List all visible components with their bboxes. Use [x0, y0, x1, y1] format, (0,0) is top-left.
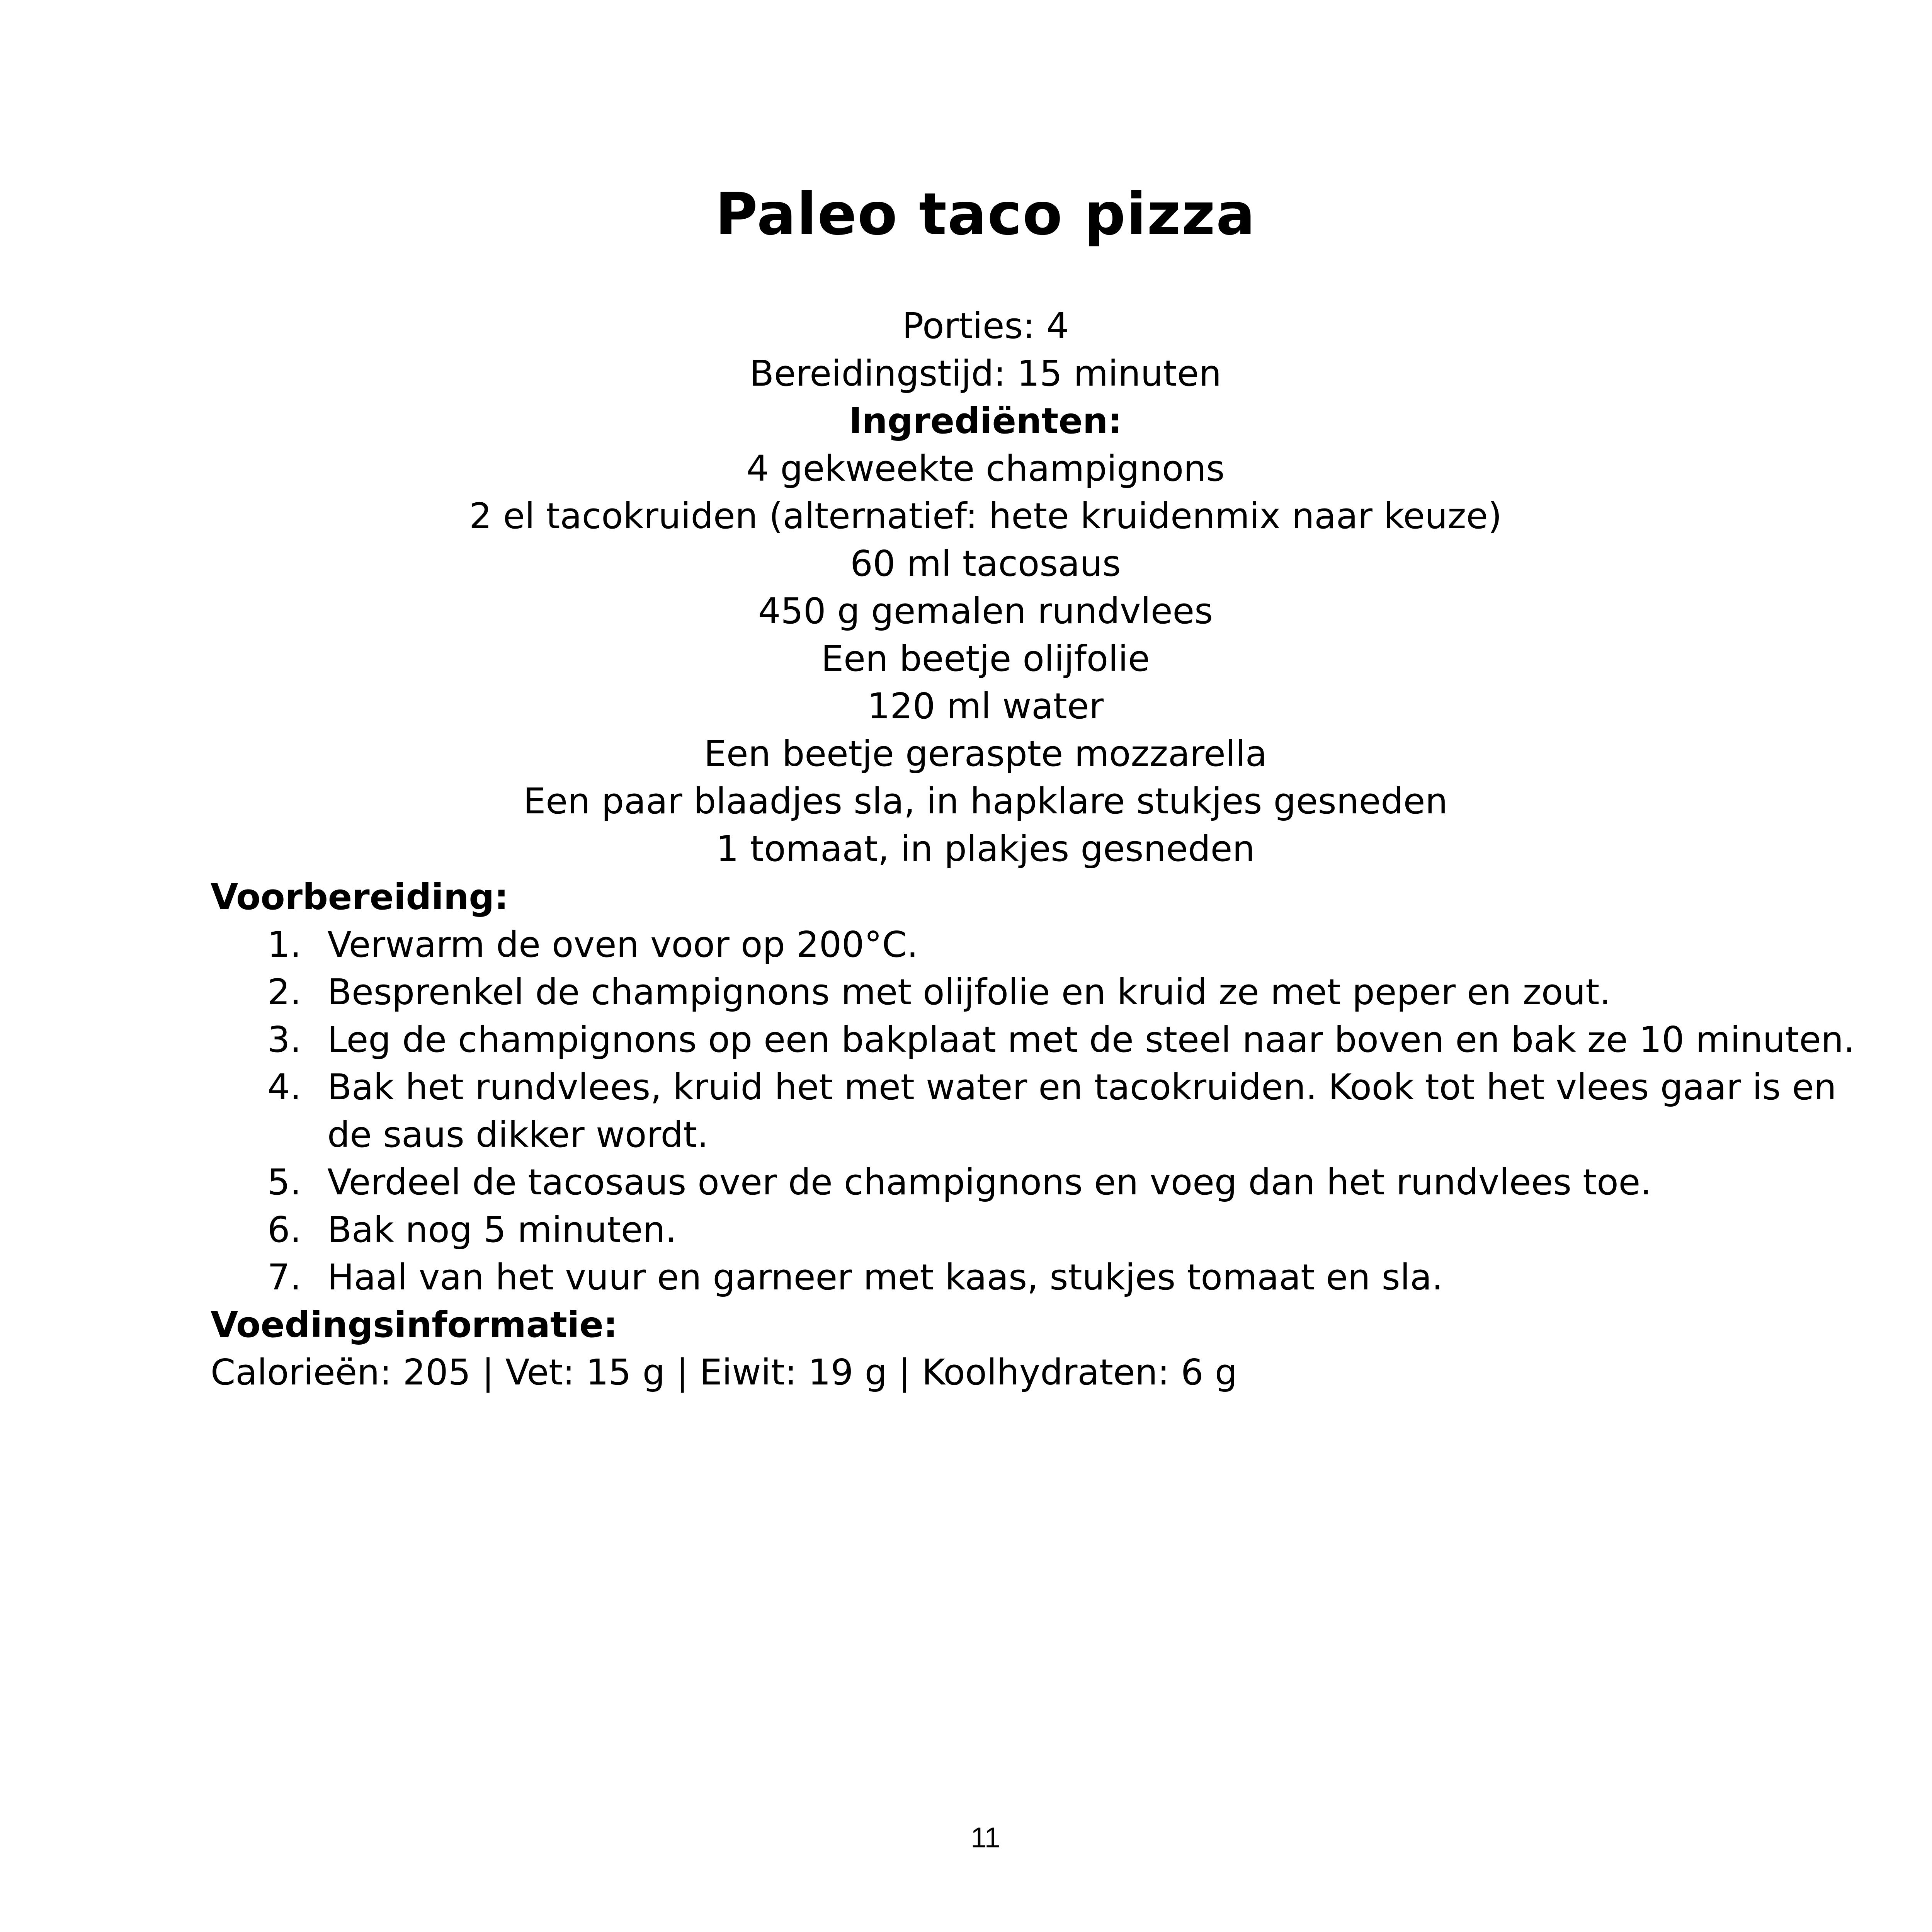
step-text: Leg de champignons op een bakplaat met de steel naar boven en bak ze 10 minuten. — [327, 1019, 1855, 1060]
step-text: Bak nog 5 minuten. — [327, 1209, 677, 1250]
preparation-steps — [211, 921, 1888, 1301]
ingredient-item: 1 tomaat, in plakjes gesneden — [716, 828, 1255, 869]
step-item — [211, 921, 1888, 968]
recipe-instructions — [211, 873, 1888, 1396]
step-item — [211, 968, 1888, 1016]
step-number: 2. — [267, 971, 301, 1013]
step-item — [211, 1063, 1888, 1158]
ingredient-item: Een beetje olijfolie — [821, 638, 1150, 679]
step-number: 3. — [267, 1019, 301, 1060]
ingredient-item: Een beetje geraspte mozzarella — [704, 733, 1267, 774]
step-item — [211, 1016, 1888, 1063]
nutrition-info: Calorieën: 205 | Vet: 15 g | Eiwit: 19 g | Koolhydraten: 6 g — [211, 1352, 1238, 1393]
step-number: 1. — [267, 924, 301, 965]
step-text: Verdeel de tacosaus over de champignons en voeg dan het rundvlees toe. — [327, 1162, 1652, 1203]
page-number: 11 — [971, 1821, 1000, 1854]
step-number: 5. — [267, 1162, 301, 1203]
recipe-summary — [0, 302, 1932, 872]
step-text: Verwarm de oven voor op 200°C. — [327, 924, 918, 965]
ingredients-heading: Ingrediënten: — [849, 400, 1122, 442]
portions-text: Porties: 4 — [902, 305, 1069, 347]
step-number: 6. — [267, 1209, 301, 1250]
ingredient-item: 4 gekweekte champignons — [746, 448, 1225, 489]
ingredient-item: 120 ml water — [867, 685, 1104, 727]
step-text: Haal van het vuur en garneer met kaas, stukjes tomaat en sla. — [327, 1257, 1443, 1298]
step-number: 4. — [267, 1066, 301, 1108]
step-item — [211, 1206, 1888, 1253]
step-number: 7. — [267, 1257, 301, 1298]
step-item — [211, 1253, 1888, 1301]
nutrition-heading: Voedingsinformatie: — [211, 1304, 618, 1345]
step-text: Bak het rundvlees, kruid het met water en tacokruiden. Kook tot het vlees gaar is en de saus dikker wordt. — [327, 1066, 1837, 1155]
step-text: Besprenkel de champignons met olijfolie en kruid ze met peper en zout. — [327, 971, 1611, 1013]
ingredient-item: 2 el tacokruiden (alternatief: hete kruidenmix naar keuze) — [469, 495, 1502, 537]
prep-time-text: Bereidingstijd: 15 minuten — [749, 353, 1222, 394]
ingredient-item: Een paar blaadjes sla, in hapklare stukjes gesneden — [523, 781, 1448, 822]
recipe-title: Paleo taco pizza — [715, 181, 1256, 248]
ingredient-item: 450 g gemalen rundvlees — [758, 590, 1213, 632]
step-item — [211, 1158, 1888, 1206]
preparation-heading: Voorbereiding: — [211, 876, 509, 918]
ingredient-item: 60 ml tacosaus — [850, 543, 1121, 584]
